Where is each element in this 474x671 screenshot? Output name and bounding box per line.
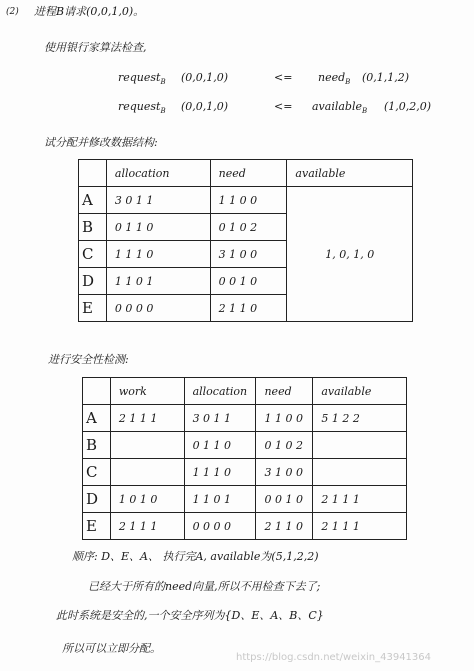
request-label: request bbox=[118, 71, 161, 84]
need-cell: 0 1 0 2 bbox=[256, 432, 313, 459]
need-label: need bbox=[318, 71, 346, 84]
need-subscript: B bbox=[345, 78, 351, 86]
request-subscript: B bbox=[160, 107, 166, 115]
watermark: https://blog.csdn.net/weixin_43941364 bbox=[236, 652, 432, 663]
available-cell: 1, 0, 1, 0 bbox=[287, 187, 413, 322]
table-row bbox=[83, 459, 407, 486]
allocation-cell: 3 0 1 1 bbox=[106, 187, 210, 214]
header-cell: allocation bbox=[184, 378, 256, 405]
header-cell: available bbox=[313, 378, 407, 405]
process-label: D bbox=[83, 486, 111, 513]
allocation-cell: 0 1 1 0 bbox=[106, 214, 210, 241]
available-cell: 2 1 1 1 bbox=[313, 513, 407, 540]
request-vector: (0,0,1,0) bbox=[181, 100, 229, 113]
table-row bbox=[83, 432, 407, 459]
header-cell: need bbox=[210, 160, 287, 187]
need-cell: 3 1 0 0 bbox=[210, 241, 287, 268]
table-row bbox=[83, 405, 407, 432]
header-cell: work bbox=[110, 378, 184, 405]
available-cell bbox=[313, 459, 407, 486]
request-statement: 进程B请求(0,0,1,0)。 bbox=[34, 5, 145, 18]
comparison-operator: <= bbox=[274, 71, 293, 84]
work-cell: 2 1 1 1 bbox=[110, 513, 184, 540]
process-label: A bbox=[83, 405, 111, 432]
final-decision-line: 所以可以立即分配。 bbox=[62, 642, 161, 655]
header-cell: allocation bbox=[106, 160, 210, 187]
safety-check-table bbox=[82, 377, 407, 540]
safety-check-title: 进行安全性检测: bbox=[48, 353, 129, 366]
process-label: B bbox=[79, 214, 107, 241]
exceeds-need-line: 已经大于所有的need向量,所以不用检查下去了; bbox=[88, 580, 321, 593]
process-label: E bbox=[79, 295, 107, 322]
process-label: C bbox=[83, 459, 111, 486]
available-cell: 2 1 1 1 bbox=[313, 486, 407, 513]
need-cell: 0 0 1 0 bbox=[256, 486, 313, 513]
table-row bbox=[83, 486, 407, 513]
table-row bbox=[79, 187, 413, 214]
trial-allocation-table bbox=[78, 159, 413, 322]
table-header-row bbox=[79, 160, 413, 187]
need-cell: 0 0 1 0 bbox=[210, 268, 287, 295]
work-cell bbox=[110, 459, 184, 486]
header-cell bbox=[79, 160, 107, 187]
need-cell: 3 1 0 0 bbox=[256, 459, 313, 486]
method-statement: 使用银行家算法检查, bbox=[44, 41, 147, 54]
sequence-line: 顺序: D、E、A、 执行完A, available为(5,1,2,2) bbox=[72, 550, 319, 563]
allocation-cell: 0 1 1 0 bbox=[184, 432, 256, 459]
question-number: (2) bbox=[6, 7, 19, 17]
available-subscript: B bbox=[362, 107, 368, 115]
allocation-cell: 1 1 1 0 bbox=[184, 459, 256, 486]
need-cell: 0 1 0 2 bbox=[210, 214, 287, 241]
available-cell: 5 1 2 2 bbox=[313, 405, 407, 432]
safe-sequence-line: 此时系统是安全的,一个安全序列为{D、E、A、B、C} bbox=[56, 609, 324, 622]
header-cell bbox=[83, 378, 111, 405]
need-cell: 2 1 1 0 bbox=[256, 513, 313, 540]
process-label: B bbox=[83, 432, 111, 459]
process-label: E bbox=[83, 513, 111, 540]
allocation-cell: 0 0 0 0 bbox=[184, 513, 256, 540]
allocation-cell: 0 0 0 0 bbox=[106, 295, 210, 322]
available-cell bbox=[313, 432, 407, 459]
process-label: D bbox=[79, 268, 107, 295]
need-vector: (0,1,1,2) bbox=[362, 71, 410, 84]
work-cell: 1 0 1 0 bbox=[110, 486, 184, 513]
work-cell: 2 1 1 1 bbox=[110, 405, 184, 432]
process-label: C bbox=[79, 241, 107, 268]
request-label: request bbox=[118, 100, 161, 113]
process-label: A bbox=[79, 187, 107, 214]
header-cell: need bbox=[256, 378, 313, 405]
allocation-cell: 1 1 0 1 bbox=[184, 486, 256, 513]
table-header-row bbox=[83, 378, 407, 405]
need-cell: 1 1 0 0 bbox=[256, 405, 313, 432]
available-vector: (1,0,2,0) bbox=[384, 100, 432, 113]
table-row bbox=[83, 513, 407, 540]
request-subscript: B bbox=[160, 78, 166, 86]
need-cell: 2 1 1 0 bbox=[210, 295, 287, 322]
header-cell: available bbox=[287, 160, 413, 187]
request-vector: (0,0,1,0) bbox=[181, 71, 229, 84]
allocation-cell: 3 0 1 1 bbox=[184, 405, 256, 432]
work-cell bbox=[110, 432, 184, 459]
allocation-cell: 1 1 0 1 bbox=[106, 268, 210, 295]
available-label: available bbox=[312, 100, 362, 113]
need-cell: 1 1 0 0 bbox=[210, 187, 287, 214]
trial-allocation-title: 试分配并修改数据结构: bbox=[44, 136, 158, 149]
allocation-cell: 1 1 1 0 bbox=[106, 241, 210, 268]
comparison-operator: <= bbox=[274, 100, 293, 113]
